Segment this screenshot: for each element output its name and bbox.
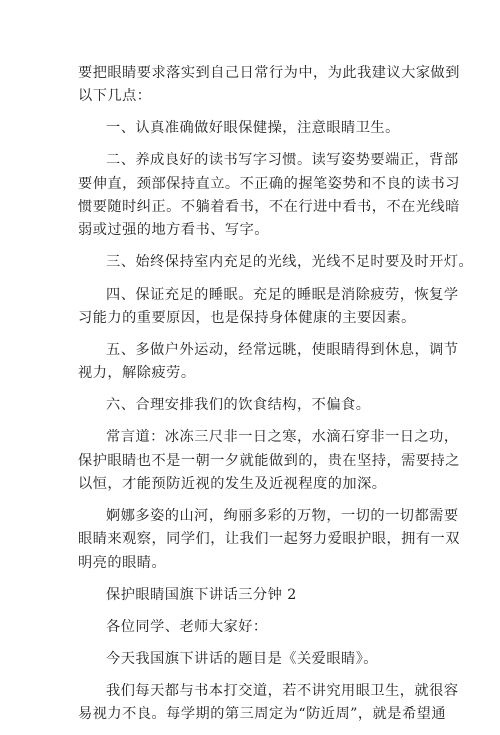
paragraph: [78, 339, 459, 386]
paragraph: [78, 616, 434, 639]
paragraph-line: 各位同学、老师大家好：: [106, 618, 268, 635]
paragraph-line: 婀娜多姿的山河，绚丽多彩的万物，一切的一切都需要: [106, 508, 459, 525]
paragraph: [78, 251, 474, 274]
paragraph-line: 视力，解除疲劳。: [78, 365, 196, 382]
paragraph: [78, 648, 434, 671]
paragraph-line: 五、多做户外运动，经常远眺，使眼睛得到休息，调节: [106, 341, 459, 358]
paragraph-line: 三、始终保持室内充足的光线，光线不足时要及时开灯。: [106, 254, 474, 271]
paragraph: [78, 284, 459, 331]
paragraph-line: 眼睛来观察，同学们，让我们一起努力爱眼护眼，拥有一双: [78, 531, 460, 548]
paragraph-line: 六、合理安排我们的饮食结构，不偏食。: [106, 397, 371, 414]
paragraph: [78, 149, 460, 242]
paragraph-line: 明亮的眼睛。: [78, 554, 167, 571]
paragraph: [78, 680, 459, 727]
paragraph-line: 易视力不良。每学期的第三周定为“防近周”，就是希望通: [78, 706, 447, 723]
paragraph-line: 今天我国旗下讲话的题目是《关爱眼睛》。: [106, 651, 378, 667]
paragraph-line: 要把眼睛要求落实到自己日常行为中，为此我建议大家做到: [78, 65, 460, 81]
paragraph: [78, 426, 460, 496]
paragraph: [78, 505, 460, 575]
paragraph: [78, 117, 434, 140]
paragraph-line: 以恒，才能预防近视的发生及近视程度的加深。: [78, 476, 387, 493]
paragraph-line: 四、保证充足的睡眠。充足的睡眠是消除疲劳，恢复学: [106, 286, 459, 303]
paragraph-line: 常言道：冰冻三尺非一日之寒，水滴石穿非一日之功，: [106, 429, 459, 446]
paragraph-line: 二、养成良好的读书写字习惯。读写姿势要端正，背部: [106, 152, 459, 169]
paragraph-line: 一、认真准确做好眼保健操，注意眼睛卫生。: [106, 120, 400, 137]
paragraph-line: 以下几点：: [78, 88, 152, 105]
paragraph-line: 保护眼睛国旗下讲话三分钟 2: [106, 586, 297, 603]
paragraph-line: 我们每天都与书本打交道，若不讲究用眼卫生，就很容: [106, 683, 459, 700]
document-body: [78, 62, 474, 735]
paragraph-line: 惯要随时纠正。不躺着看书，不在行进中看书，不在光线暗: [78, 199, 460, 216]
paragraph-line: 保护眼睛也不是一朝一夕就能做到的，贵在坚持，需要持之: [78, 452, 460, 469]
paragraph-line: 习能力的重要原因，也是保持身体健康的主要因素。: [78, 309, 416, 326]
paragraph: [78, 62, 460, 109]
paragraph: [78, 394, 434, 417]
paragraph: [78, 584, 434, 607]
paragraph-line: 弱或过强的地方看书、写字。: [78, 222, 269, 239]
paragraph-line: 要伸直，颈部保持直立。不正确的握笔姿势和不良的读书习: [78, 175, 460, 192]
